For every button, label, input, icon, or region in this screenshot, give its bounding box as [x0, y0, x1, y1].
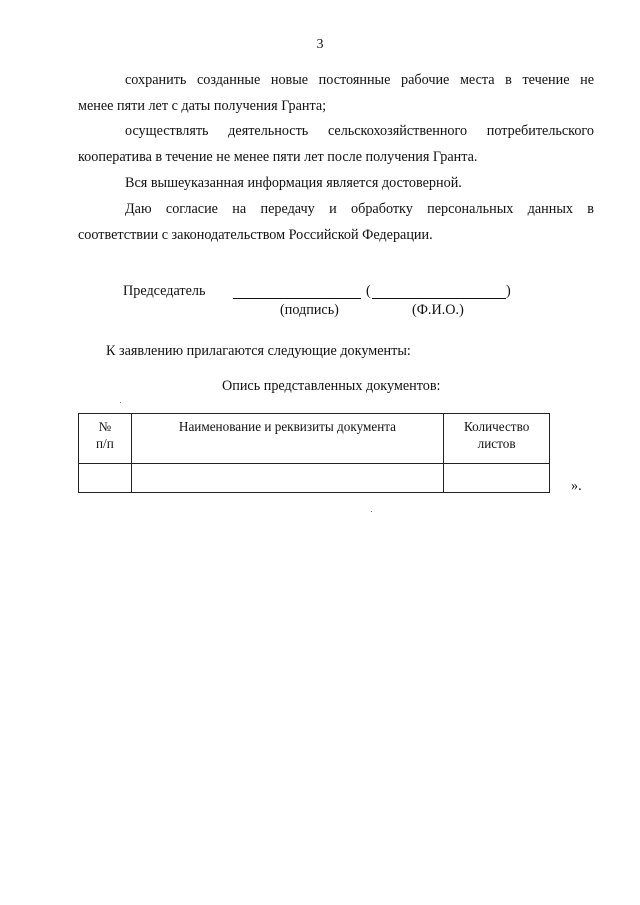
header-line: п/п — [95, 436, 114, 451]
paragraph-line: Вся вышеуказанная информация является достоверной. — [125, 175, 462, 191]
signature-role-label: Председатель — [123, 283, 206, 299]
paragraph-line: Даю согласие на передачу и обработку персональных данных в — [125, 201, 594, 217]
column-header-sheet-count — [444, 414, 550, 464]
full-name-line — [372, 298, 506, 299]
full-name-caption: (Ф.И.О.) — [412, 302, 464, 318]
table-header-row — [79, 414, 550, 464]
signature-line — [233, 298, 361, 299]
paragraph-line: соответствии с законодательством Российской Федерации. — [78, 227, 433, 243]
documents-inventory-table — [78, 413, 550, 493]
table-row — [79, 464, 550, 493]
scan-speck — [371, 511, 372, 512]
page-number: 3 — [316, 37, 324, 52]
closing-quote: ». — [571, 478, 582, 494]
header-line: № — [98, 419, 112, 434]
paragraph-personal-data-consent — [78, 196, 594, 248]
signature-caption: (подпись) — [280, 302, 339, 318]
scan-speck — [120, 402, 121, 403]
paragraph-line: кооператива в течение не менее пяти лет после получения Гранта. — [78, 149, 478, 165]
column-header-number — [79, 414, 132, 464]
header-line: Количество — [463, 419, 530, 434]
table-cell[interactable] — [444, 464, 550, 493]
column-header-document-name — [131, 414, 444, 464]
attachments-label: К заявлению прилагаются следующие документы: — [106, 343, 411, 359]
header-line: листов — [477, 436, 516, 451]
paragraph-cooperative-activity — [78, 118, 594, 170]
table-cell[interactable] — [79, 464, 132, 493]
paragraph-keep-jobs — [78, 67, 594, 119]
table-cell[interactable] — [131, 464, 444, 493]
paragraph-line: осуществлять деятельность сельскохозяйственного потребительского — [125, 123, 594, 139]
paragraph-information-accuracy — [78, 170, 594, 196]
paragraph-line: сохранить созданные новые постоянные рабочие места в течение не — [125, 72, 594, 88]
open-paren: ( — [366, 283, 371, 299]
paragraph-line: менее пяти лет с даты получения Гранта; — [78, 98, 327, 114]
inventory-title: Опись представленных документов: — [222, 378, 441, 394]
close-paren: ) — [506, 283, 511, 299]
header-line: Наименование и реквизиты документа — [178, 419, 397, 434]
